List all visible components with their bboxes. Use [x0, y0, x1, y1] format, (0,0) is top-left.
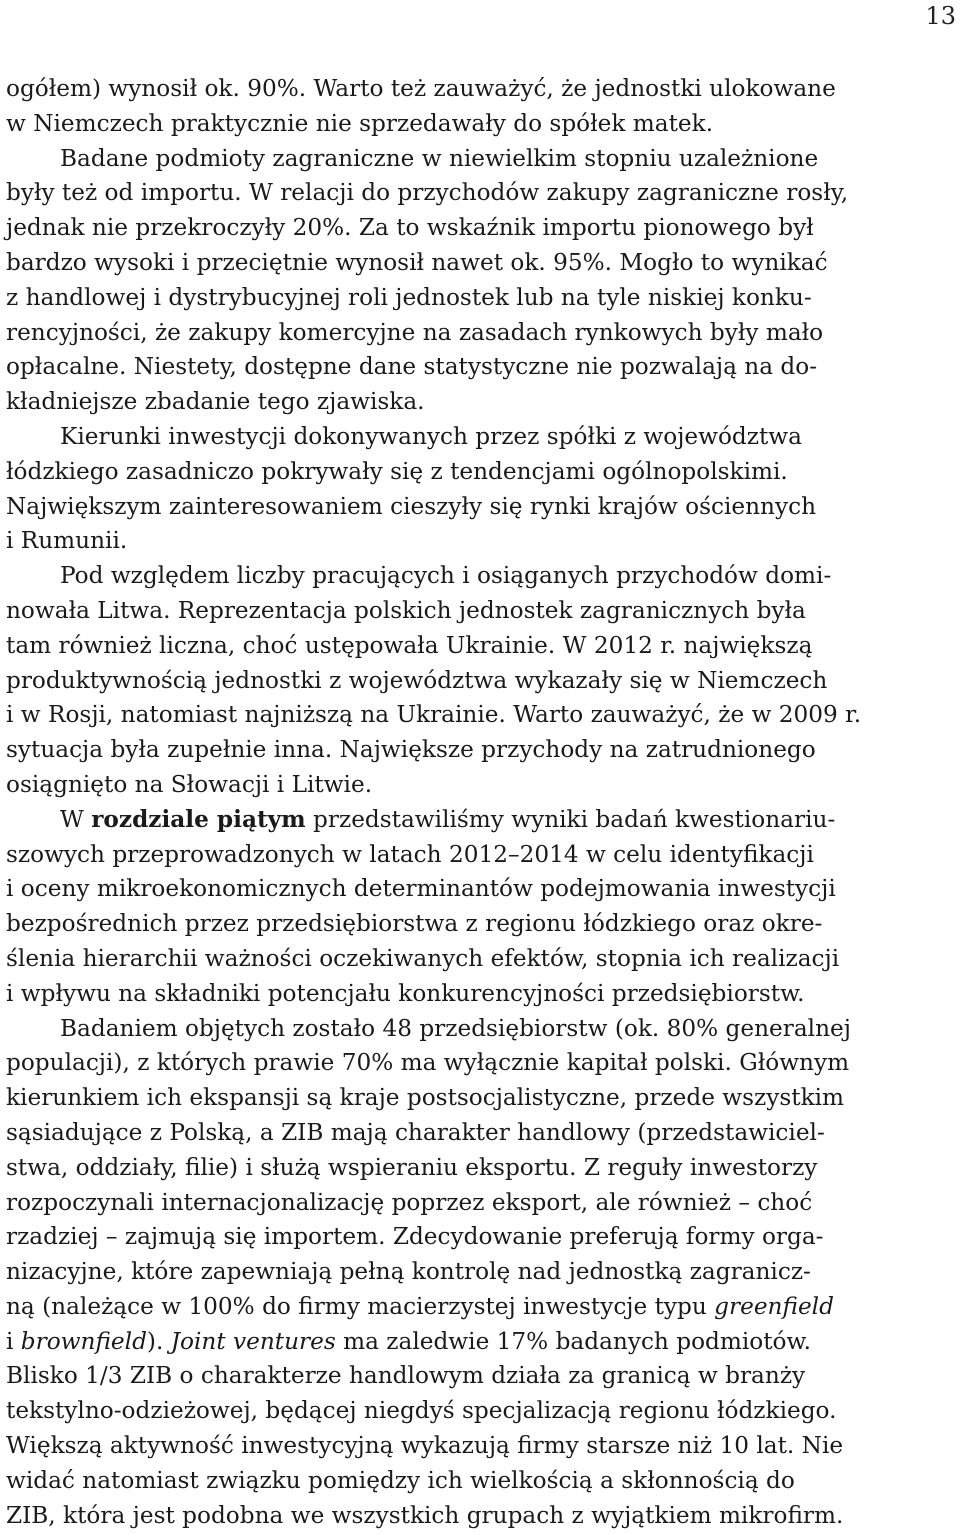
- text-run: sąsiadujące z Polską, a ZIB mają charakter handlowy (przedstawiciel-: [6, 1118, 825, 1146]
- text-line: [6, 350, 958, 385]
- text-line: [6, 629, 958, 664]
- italic-phrase: greenfield: [714, 1292, 834, 1320]
- text-line: [6, 803, 958, 838]
- text-run: i w Rosji, natomiast najniższą na Ukrainie. Warto zauważyć, że w 2009 r.: [6, 701, 862, 729]
- text-run: i oceny mikroekonomicznych determinantów podejmowania inwestycji: [6, 875, 836, 903]
- text-line: [6, 698, 958, 733]
- text-line: [6, 281, 958, 316]
- text-run: Kierunki inwestycji dokonywanych przez spółki z województwa: [60, 422, 802, 450]
- text-run: i Rumunii.: [6, 527, 128, 555]
- text-line: [6, 1429, 958, 1464]
- text-run: tekstylno-odzieżowej, będącej niegdyś specjalizacją regionu łódzkiego.: [6, 1397, 837, 1425]
- text-line: [6, 1290, 958, 1325]
- text-line: [6, 768, 958, 803]
- text-line: [6, 455, 958, 490]
- text-run: Badaniem objętych zostało 48 przedsiębiorstw (ok. 80% generalnej: [60, 1014, 851, 1042]
- text-run: tam również liczna, choć ustępowała Ukrainie. W 2012 r. największą: [6, 631, 813, 659]
- text-run: osiągnięto na Słowacji i Litwie.: [6, 770, 373, 798]
- text-run: produktywnością jednostki z województwa wykazały się w Niemczech: [6, 666, 828, 694]
- text-line: [6, 420, 958, 455]
- text-line: [6, 559, 958, 594]
- text-line: [6, 907, 958, 942]
- text-line: [6, 142, 958, 177]
- text-line: [6, 107, 958, 142]
- page-number: 13: [925, 2, 956, 30]
- text-run: bezpośrednich przez przedsiębiorstwa z regionu łódzkiego oraz okre-: [6, 910, 823, 938]
- text-run: z handlowej i dystrybucyjnej roli jednostek lub na tyle niskiej konku-: [6, 283, 812, 311]
- text-line: [6, 72, 958, 107]
- text-run: sytuacja była zupełnie inna. Największe przychody na zatrudnionego: [6, 736, 816, 764]
- text-line: [6, 1464, 958, 1499]
- text-line: [6, 316, 958, 351]
- italic-phrase: brownfield: [20, 1327, 147, 1355]
- text-line: [6, 246, 958, 281]
- text-run: kładniejsze zbadanie tego zjawiska.: [6, 388, 425, 416]
- text-run: łódzkiego zasadniczo pokrywały się z tendencjami ogólnopolskimi.: [6, 457, 788, 485]
- text-line: [6, 1046, 958, 1081]
- text-run: Największym zainteresowaniem cieszyły się rynki krajów ościennych: [6, 492, 817, 520]
- text-line: [6, 1220, 958, 1255]
- text-run: widać natomiast związku pomiędzy ich wielkością a skłonnością do: [6, 1466, 795, 1494]
- text-run: populacji), z których prawie 70% ma wyłącznie kapitał polski. Głównym: [6, 1049, 850, 1077]
- text-run: i: [6, 1327, 21, 1355]
- text-line: [6, 872, 958, 907]
- text-run: opłacalne. Niestety, dostępne dane statystyczne nie pozwalają na do-: [6, 353, 818, 381]
- text-run: rzadziej – zajmują się importem. Zdecydowanie preferują formy orga-: [6, 1223, 824, 1251]
- text-run: W: [60, 805, 92, 833]
- text-line: [6, 838, 958, 873]
- text-run: ma zaledwie 17% badanych podmiotów.: [335, 1327, 811, 1355]
- text-line: [6, 1255, 958, 1290]
- text-run: bardzo wysoki i przeciętnie wynosił nawet ok. 95%. Mogło to wynikać: [6, 248, 828, 276]
- text-line: [6, 977, 958, 1012]
- text-run: przedstawiliśmy wyniki badań kwestionariu-: [305, 805, 836, 833]
- text-run: rozpoczynali internacjonalizację poprzez eksport, ale również – choć: [6, 1188, 813, 1216]
- italic-phrase: Joint ventures: [170, 1327, 336, 1355]
- text-run: były też od importu. W relacji do przychodów zakupy zagraniczne rosły,: [6, 179, 849, 207]
- text-line: [6, 490, 958, 525]
- text-line: [6, 1359, 958, 1394]
- text-line: [6, 1012, 958, 1047]
- text-run: jednak nie przekroczyły 20%. Za to wskaźnik importu pionowego był: [6, 214, 814, 242]
- text-line: [6, 1499, 958, 1534]
- text-line: [6, 1151, 958, 1186]
- text-line: [6, 664, 958, 699]
- text-run: Większą aktywność inwestycyjną wykazują firmy starsze niż 10 lat. Nie: [6, 1432, 844, 1460]
- text-run: kierunkiem ich ekspansji są kraje postsocjalistyczne, przede wszystkim: [6, 1084, 845, 1112]
- text-run: w Niemczech praktycznie nie sprzedawały do spółek matek.: [6, 109, 714, 137]
- text-line: [6, 211, 958, 246]
- text-line: [6, 942, 958, 977]
- text-run: Pod względem liczby pracujących i osiąganych przychodów domi-: [60, 562, 832, 590]
- text-line: [6, 524, 958, 559]
- text-line: [6, 1325, 958, 1360]
- text-run: Badane podmioty zagraniczne w niewielkim stopniu uzależnione: [60, 144, 819, 172]
- text-run: rencyjności, że zakupy komercyjne na zasadach rynkowych były mało: [6, 318, 824, 346]
- text-run: ogółem) wynosił ok. 90%. Warto też zauważyć, że jednostki ulokowane: [6, 75, 836, 102]
- text-line: [6, 1116, 958, 1151]
- text-line: [6, 594, 958, 629]
- text-run: ZIB, która jest podobna we wszystkich grupach z wyjątkiem mikrofirm.: [6, 1501, 844, 1529]
- text-line: [6, 1081, 958, 1116]
- text-run: szowych przeprowadzonych w latach 2012–2014 w celu identyfikacji: [6, 840, 814, 868]
- text-run: stwa, oddziały, filie) i służą wspieraniu eksportu. Z reguły inwestorzy: [6, 1153, 818, 1181]
- text-run: ).: [146, 1327, 171, 1355]
- text-line: [6, 176, 958, 211]
- text-line: [6, 385, 958, 420]
- text-line: [6, 1394, 958, 1429]
- text-run: nizacyjne, które zapewniają pełną kontrolę nad jednostką zagranicz-: [6, 1258, 811, 1286]
- text-line: [6, 733, 958, 768]
- bold-phrase: rozdziale piątym: [91, 805, 306, 833]
- text-run: ną (należące w 100% do firmy macierzystej inwestycje typu: [6, 1292, 715, 1320]
- text-run: nowała Litwa. Reprezentacja polskich jednostek zagranicznych była: [6, 596, 806, 624]
- text-run: ślenia hierarchii ważności oczekiwanych efektów, stopnia ich realizacji: [6, 944, 840, 972]
- text-run: Blisko 1/3 ZIB o charakterze handlowym działa za granicą w branży: [6, 1362, 806, 1390]
- text-line: [6, 1186, 958, 1221]
- text-run: i wpływu na składniki potencjału konkurencyjności przedsiębiorstw.: [6, 979, 805, 1007]
- body-text: [6, 72, 958, 1533]
